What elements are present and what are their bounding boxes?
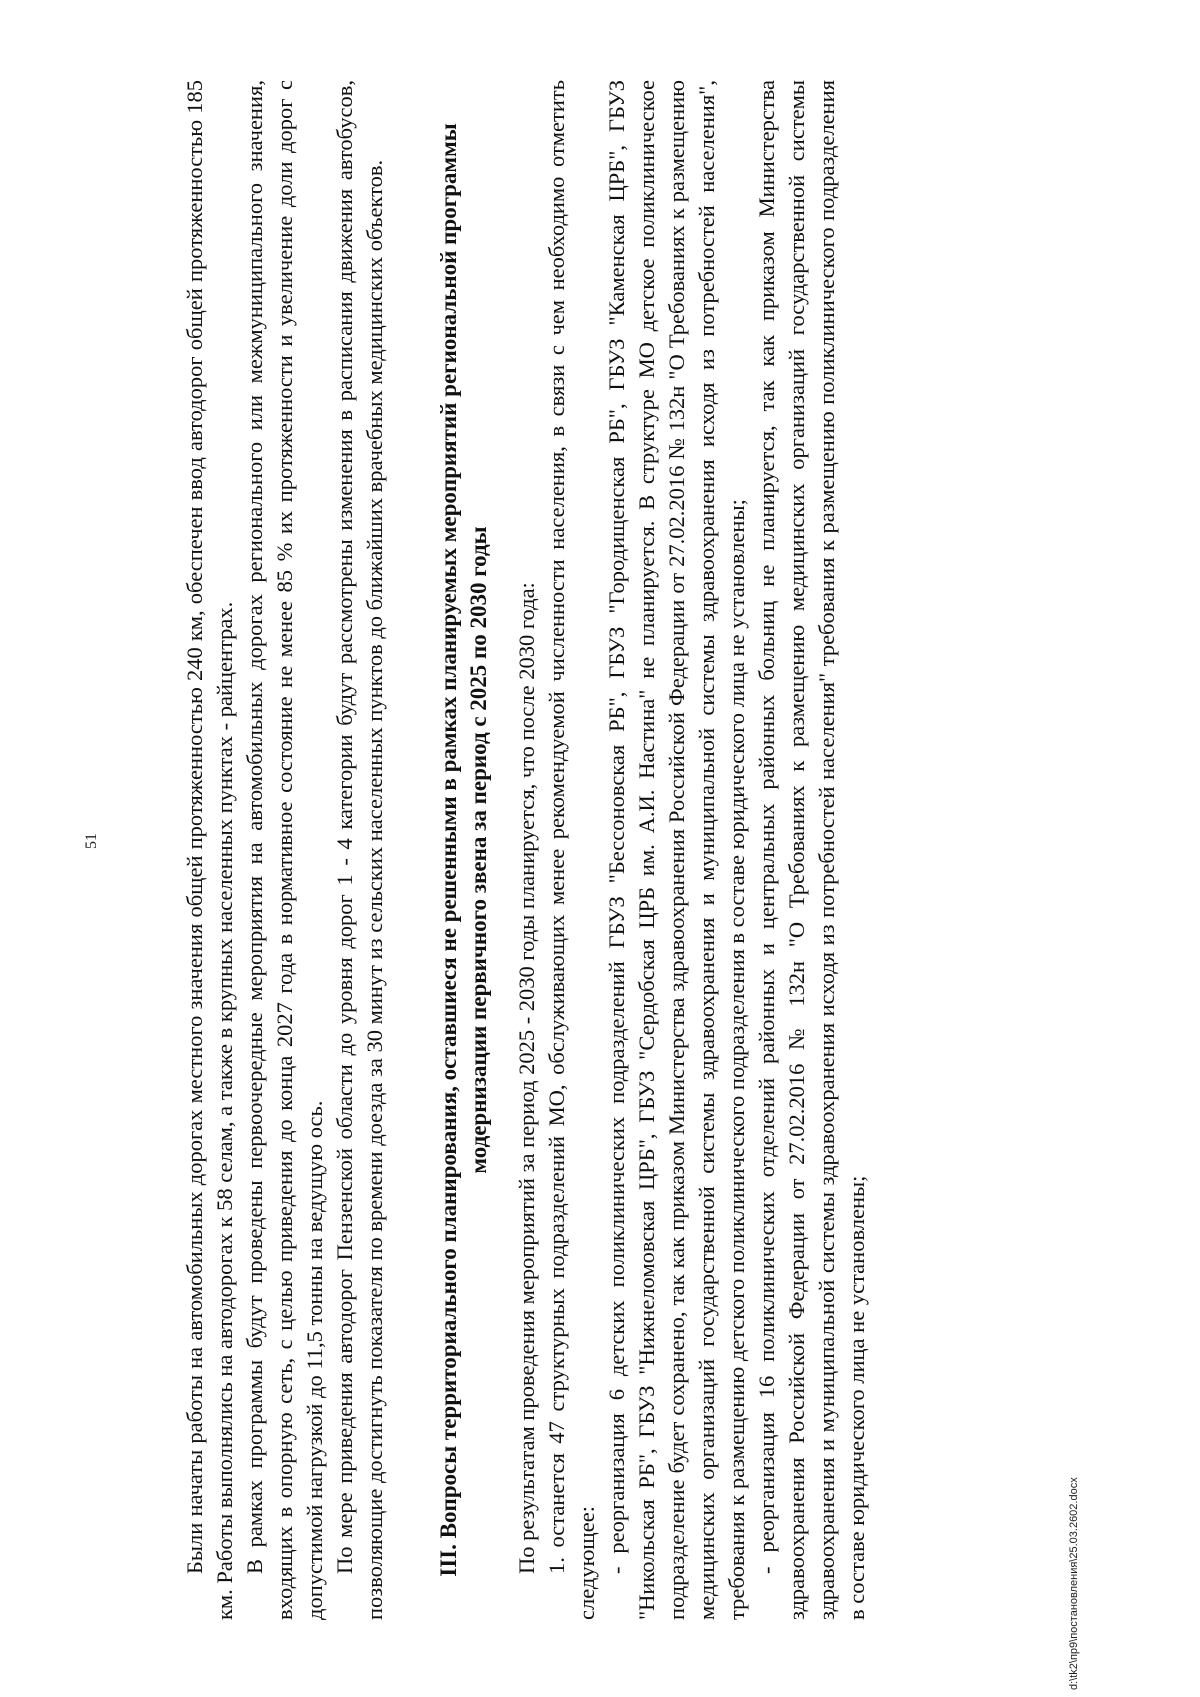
list-item-structural-units: 1. останется 47 структурных подразделений МО, обслуживающих менее рекомендуемой численности населения, в связи с чем необходимо отметить следующее: (544, 80, 599, 1620)
paragraph-program-measures: В рамках программы будут проведены первоочередные мероприятия на автомобильных дорогах регионального или межмуниципального значения, входящих в опорную сеть, с целью приведения до конца 2027 года в нормативное состояние не менее 85 % их протяженности и увеличение доли дорог с допустимой нагрузкой до 11,5 тонны на ведущую ось. (242, 80, 327, 1620)
paragraph-bus-schedule: По мере приведения автодорог Пензенской области до уровня дорог 1 - 4 категории будут рассмотрены изменения в расписания движения автобусов, позволяющие достигнуть показателя по времени доезда за 30 минут из сельских населенных пунктов до ближайших врачебных медицинских объектов. (332, 80, 387, 1620)
page-number: 51 (83, 833, 100, 849)
section-intro: По результатам проведения мероприятий за период 2025 - 2030 годы планируется, что после 2030 года: (514, 582, 539, 1574)
list-item-polyclinic-departments: - реорганизация 16 поликлинических отделений районных и центральных районных больниц не планируется, так как приказом Министерства здравоохранения Российской Федерации от 27.02.2016 № 132н "О Требованиях к размещению медицинских организаций государственной системы здравоохранения и муниципальной системы здравоохранения исходя из потребностей населения" требования к размещению поликлинического подразделения в составе юридического лица не установлены; (754, 80, 869, 1620)
list-item-children-clinics: - реорганизация 6 детских поликлинических подразделений ГБУЗ "Бессоновская РБ", ГБУЗ "Городищенская РБ", ГБУЗ "Каменская ЦРБ", ГБУЗ "Никольская РБ", ГБУЗ "Нижнеломовская ЦРБ", ГБУЗ "Сердобская ЦРБ им. А.И. Настина" не планируется. В структуре МО детское поликлиническое подразделение будет сохранено, так как приказом Министерства здравоохранения Российской Федерации от 27.02.2016 № 132н "О Требованиях к размещению медицинских организаций государственной системы здравоохранения и муниципальной системы здравоохранения исходя из потребностей населения", требования к размещению детского поликлинического подразделения в составе юридического лица не установлены; (604, 80, 749, 1620)
footer-file-path: d:\tk2\пр9\постановления\25.03.2602.docx (1068, 1477, 1080, 1690)
page-body (180, 80, 1200, 1620)
section-heading: III. Вопросы территориального планирования, оставшиеся не решенными в рамках планируемых мероприятий региональной программы модернизации первичного звена за период с 2025 по 2030 годы (436, 123, 491, 1577)
paragraph-road-works: Были начаты работы на автомобильных дорогах местного значения общей протяженностью 240 км, обеспечен ввод автодорог общей протяженностью 185 км. Работы выполнялись на автодорогах к 58 селам, а также в крупных населенных пунктах - райцентрах. (182, 80, 237, 1620)
